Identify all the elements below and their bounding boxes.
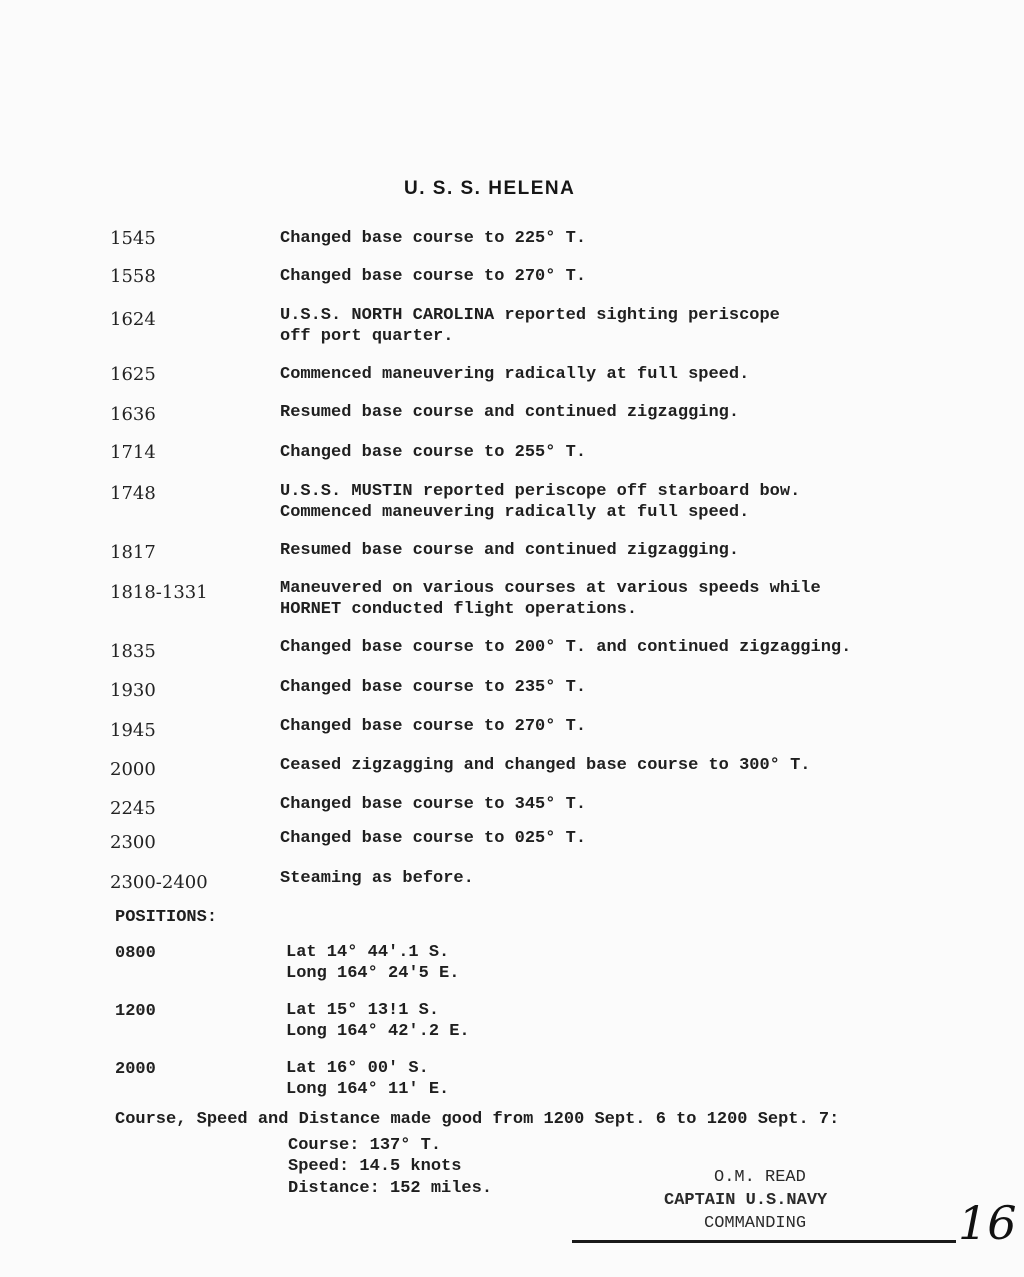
signature-role: COMMANDING [704,1214,807,1233]
log-time: 1714 [110,442,156,463]
log-line: Changed base course to 270° T. [280,267,587,286]
position-coords [286,1000,470,1042]
log-text [280,402,739,423]
longitude: Long 164° 42'.2 E. [286,1022,470,1041]
log-line: Resumed base course and continued zigzagging. [280,541,740,560]
course-made-good: Course: 137° T. [288,1136,442,1155]
log-time: 1636 [110,404,156,425]
signature-rule [572,1240,956,1243]
course-speed-distance-heading: Course, Speed and Distance made good from 1200 Sept. 6 to 1200 Sept. 7: [115,1110,840,1129]
position-time: 2000 [115,1060,156,1079]
signature-rank: CAPTAIN U.S.NAVY [664,1191,828,1210]
log-text [280,716,586,737]
signature-name: O.M. READ [714,1168,806,1187]
log-line: Commenced maneuvering radically at full speed. [280,365,750,384]
log-time: 2300-2400 [110,872,208,893]
latitude: Lat 16° 00' S. [286,1059,429,1078]
log-time: 1945 [110,720,156,741]
log-line: U.S.S. NORTH CAROLINA reported sighting periscope [280,306,780,325]
log-text [280,266,586,287]
log-time: 1818-1331 [110,582,208,603]
document-title: U. S. S. HELENA [404,178,576,199]
log-text [280,794,586,815]
log-time: 2300 [110,832,156,853]
log-text [280,578,821,620]
log-time: 1817 [110,542,156,563]
log-line: Changed base course to 025° T. [280,829,587,848]
log-time: 1545 [110,228,156,249]
log-line: HORNET conducted flight operations. [280,600,638,619]
log-text [280,305,780,347]
log-text [280,755,811,776]
log-line: off port quarter. [280,327,454,346]
log-text [280,364,749,385]
speed-made-good: Speed: 14.5 knots [288,1157,462,1176]
log-text [280,540,739,561]
log-time: 1625 [110,364,156,385]
position-time: 0800 [115,944,156,963]
longitude: Long 164° 11' E. [286,1080,450,1099]
log-line: Maneuvered on various courses at various speeds while [280,579,821,598]
log-line: Changed base course to 270° T. [280,717,587,736]
longitude: Long 164° 24'5 E. [286,964,460,983]
log-text [280,868,474,889]
log-time: 1930 [110,680,156,701]
log-text [280,481,800,523]
position-coords [286,1058,449,1100]
log-time: 1748 [110,483,156,504]
log-text [280,828,586,849]
log-line: Resumed base course and continued zigzagging. [280,403,740,422]
log-text [280,637,851,658]
log-line: Ceased zigzagging and changed base course to 300° T. [280,756,811,775]
log-line: U.S.S. MUSTIN reported periscope off starboard bow. [280,482,801,501]
log-time: 1835 [110,641,156,662]
log-text [280,677,586,698]
log-time: 2000 [110,759,156,780]
log-line: Steaming as before. [280,869,474,888]
log-line: Changed base course to 225° T. [280,229,587,248]
latitude: Lat 15° 13!1 S. [286,1001,440,1020]
log-text [280,228,586,249]
page-number: 16 [958,1196,1017,1250]
log-line: Changed base course to 255° T. [280,443,587,462]
log-time: 1558 [110,266,156,287]
latitude: Lat 14° 44'.1 S. [286,943,450,962]
log-line: Commenced maneuvering radically at full speed. [280,503,750,522]
log-text [280,442,586,463]
log-line: Changed base course to 235° T. [280,678,587,697]
position-time: 1200 [115,1002,156,1021]
log-line: Changed base course to 200° T. and continued zigzagging. [280,638,852,657]
position-coords [286,942,459,984]
positions-heading: POSITIONS: [115,908,218,927]
log-line: Changed base course to 345° T. [280,795,587,814]
distance-made-good: Distance: 152 miles. [288,1179,493,1198]
log-time: 1624 [110,309,156,330]
log-time: 2245 [110,798,156,819]
